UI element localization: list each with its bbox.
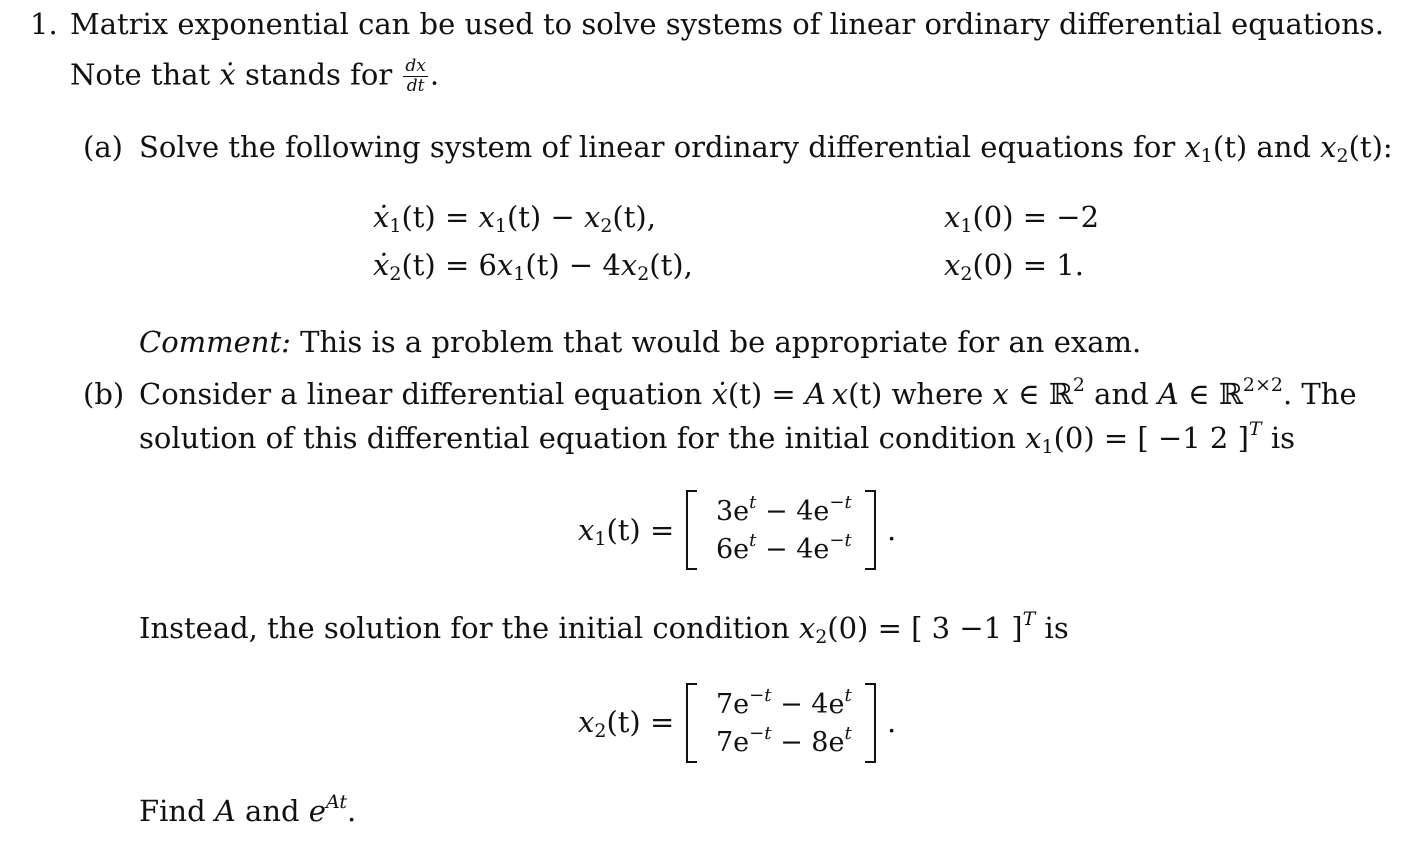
vector-row: $7e^{-t} - 4e^t$ <box>716 685 852 720</box>
row-vector-1: [ −1 2 ]$^T$ <box>1137 418 1262 455</box>
right-bracket <box>865 683 876 763</box>
part-b-line-2: solution of this differential equation for the initial condition $x_1(0)$ = [ −1 2 ]$^T$ is <box>139 418 1295 458</box>
part-a-text <box>139 130 1393 167</box>
right-bracket <box>865 490 876 570</box>
problem-number: 1. <box>30 7 58 41</box>
solution-1-lhs: $x_1(t)$ = <box>578 513 675 550</box>
part-b-label: (b) <box>83 377 125 411</box>
frac-denominator: dt <box>406 76 425 96</box>
var-x1: $x_1(t)$ <box>1184 130 1248 167</box>
part-a-label: (a) <box>83 130 123 164</box>
solution-2-period: . <box>887 705 897 739</box>
solution-2-lhs: $x_2(t)$ = <box>578 705 675 742</box>
frac-numerator: dx <box>405 56 426 76</box>
vector-row: $3e^t - 4e^{-t}$ <box>716 492 852 527</box>
note-mid: stands for <box>244 57 393 92</box>
comment-text: This is a problem that would be appropriate for an exam. <box>300 325 1142 359</box>
note-line <box>70 58 439 95</box>
dx-dt-fraction <box>403 58 427 95</box>
equation-1: ẋ$_1$(t) = $x_1(t) - x_2(t)$, <box>373 200 656 237</box>
solution-1-period: . <box>887 513 897 547</box>
initial-condition-2: $x_2(0) = 1$. <box>944 248 1084 285</box>
comment <box>139 325 1142 359</box>
vector-row: $7e^{-t} - 8e^t$ <box>716 723 852 758</box>
and-text: and <box>1256 130 1311 164</box>
initial-condition-1: $x_1(0) = -2$ <box>944 200 1100 237</box>
problem-intro: Matrix exponential can be used to solve systems of linear ordinary differential equations. <box>70 7 1384 41</box>
note-end: . <box>429 57 440 92</box>
note-prefix: Note that <box>70 57 211 92</box>
find-line: Find A and $e^{At}$. <box>139 791 357 828</box>
comment-label: Comment: <box>139 325 291 359</box>
left-bracket <box>686 490 697 570</box>
vector-row: $6e^t - 4e^{-t}$ <box>716 530 852 565</box>
part-b-line-1: Consider a linear differential equation ẋ(t) = A x(t) where x ∈ ℝ$^2$ and A ∈ ℝ$^{2\times 2}$. The <box>139 374 1357 411</box>
row-vector-2: [ 3 −1 ]$^T$ <box>911 608 1036 645</box>
part-a-instruction: Solve the following system of linear ordinary differential equations for <box>139 130 1176 164</box>
equation-2: ẋ$_2$(t) = $6x_1(t) - 4x_2(t)$, <box>373 248 693 285</box>
var-x2: $x_2(t)$: <box>1320 130 1393 167</box>
instead-line: Instead, the solution for the initial condition $x_2(0)$ = [ 3 −1 ]$^T$ is <box>139 608 1069 648</box>
note-var: ẋ <box>219 57 236 92</box>
left-bracket <box>686 683 697 763</box>
